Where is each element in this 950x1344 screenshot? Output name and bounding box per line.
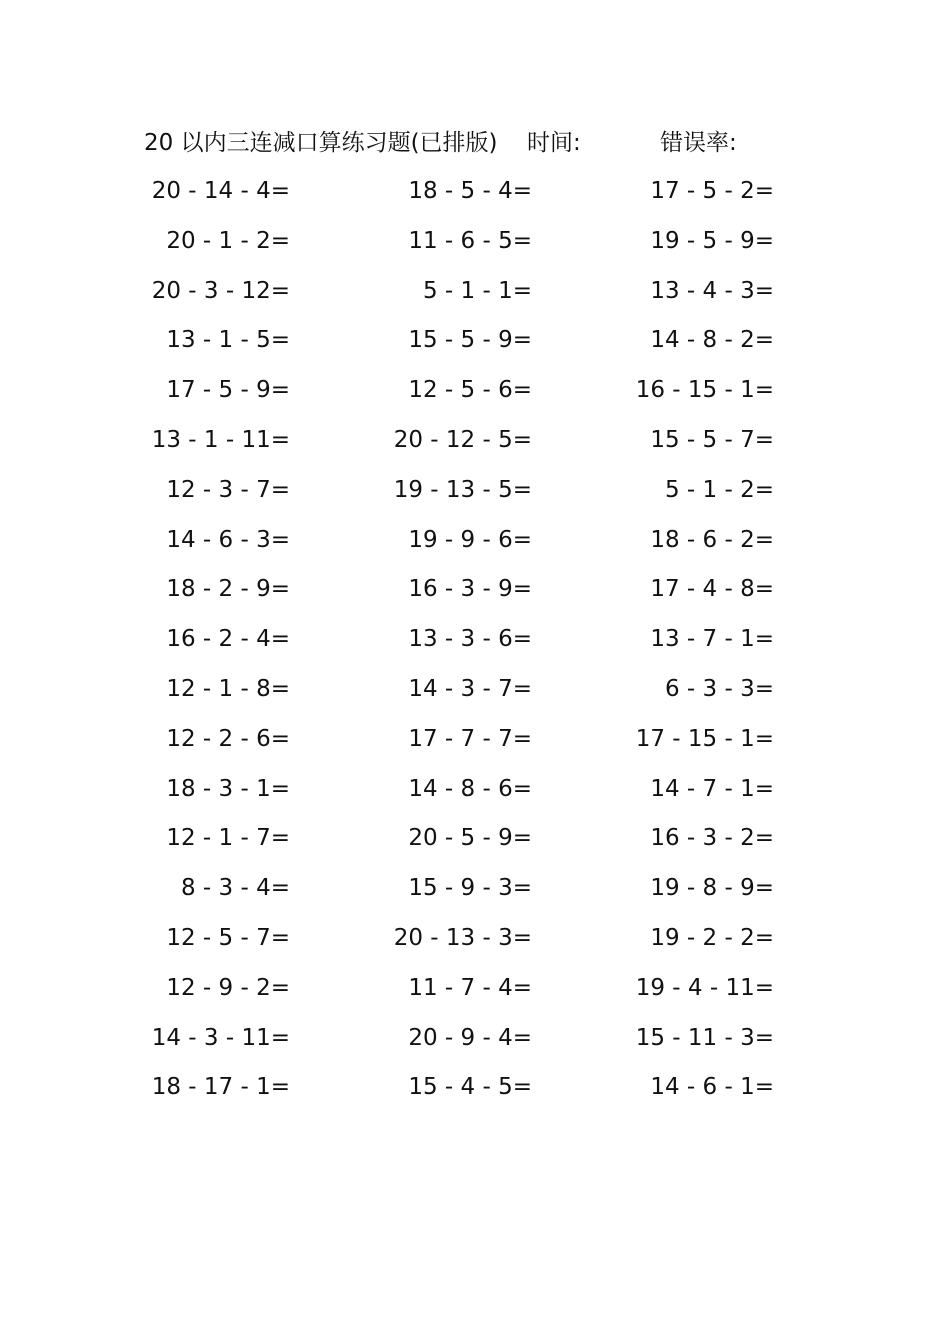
- subtraction-problem: 19 - 9 - 6=: [408, 526, 532, 553]
- problem-row: [0, 865, 950, 915]
- subtraction-problem: 20 - 12 - 5=: [393, 426, 532, 453]
- subtraction-problem: 6 - 3 - 3=: [664, 675, 774, 702]
- subtraction-problem: 20 - 3 - 12=: [151, 277, 290, 304]
- subtraction-problem: 12 - 3 - 7=: [166, 476, 290, 503]
- subtraction-problem: 14 - 8 - 6=: [408, 775, 532, 802]
- problem-row: [0, 168, 950, 218]
- subtraction-problem: 12 - 1 - 8=: [166, 675, 290, 702]
- subtraction-problem: 20 - 1 - 2=: [166, 227, 290, 254]
- problem-row: [0, 815, 950, 865]
- subtraction-problem: 12 - 9 - 2=: [166, 974, 290, 1001]
- problem-row: [0, 915, 950, 965]
- subtraction-problem: 18 - 2 - 9=: [166, 576, 290, 603]
- problem-row: [0, 517, 950, 567]
- subtraction-problem: 18 - 5 - 4=: [408, 178, 532, 204]
- subtraction-problem: 14 - 6 - 3=: [166, 526, 290, 553]
- subtraction-problem: 14 - 3 - 7=: [408, 675, 532, 702]
- problem-row: [0, 1064, 950, 1114]
- subtraction-problem: 15 - 5 - 7=: [650, 426, 774, 453]
- subtraction-problem: 13 - 7 - 1=: [650, 626, 774, 653]
- problem-row: [0, 766, 950, 816]
- problem-row: [0, 1015, 950, 1065]
- subtraction-problem: 19 - 2 - 2=: [650, 924, 774, 951]
- subtraction-problem: 12 - 5 - 7=: [166, 924, 290, 951]
- problem-row: [0, 218, 950, 268]
- subtraction-problem: 15 - 9 - 3=: [408, 875, 532, 902]
- subtraction-problem: 8 - 3 - 4=: [180, 875, 290, 902]
- problem-row: [0, 417, 950, 467]
- subtraction-problem: 14 - 6 - 1=: [650, 1074, 774, 1101]
- problem-row: [0, 666, 950, 716]
- subtraction-problem: 18 - 3 - 1=: [166, 775, 290, 802]
- subtraction-problem: 13 - 4 - 3=: [650, 277, 774, 304]
- subtraction-problem: 20 - 9 - 4=: [408, 1024, 532, 1051]
- subtraction-problem: 12 - 2 - 6=: [166, 725, 290, 752]
- problem-row: [0, 566, 950, 616]
- subtraction-problem: 19 - 4 - 11=: [635, 974, 774, 1001]
- problem-row: [0, 367, 950, 417]
- subtraction-problem: 17 - 5 - 9=: [166, 377, 290, 404]
- subtraction-problem: 20 - 5 - 9=: [408, 825, 532, 852]
- subtraction-problem: 20 - 13 - 3=: [393, 924, 532, 951]
- subtraction-problem: 16 - 3 - 9=: [408, 576, 532, 603]
- subtraction-problem: 16 - 2 - 4=: [166, 626, 290, 653]
- problem-grid: [0, 168, 950, 1114]
- subtraction-problem: 14 - 7 - 1=: [650, 775, 774, 802]
- problem-row: [0, 467, 950, 517]
- subtraction-problem: 5 - 1 - 2=: [664, 476, 774, 503]
- problem-row: [0, 716, 950, 766]
- subtraction-problem: 15 - 11 - 3=: [635, 1024, 774, 1051]
- subtraction-problem: 18 - 6 - 2=: [650, 526, 774, 553]
- problem-row: [0, 965, 950, 1015]
- subtraction-problem: 16 - 15 - 1=: [635, 377, 774, 404]
- problem-row: [0, 268, 950, 318]
- subtraction-problem: 14 - 8 - 2=: [650, 327, 774, 354]
- subtraction-problem: 5 - 1 - 1=: [422, 277, 532, 304]
- problem-row: [0, 616, 950, 666]
- subtraction-problem: 15 - 5 - 9=: [408, 327, 532, 354]
- subtraction-problem: 17 - 7 - 7=: [408, 725, 532, 752]
- subtraction-problem: 19 - 8 - 9=: [650, 875, 774, 902]
- worksheet-header: [0, 126, 950, 160]
- subtraction-problem: 16 - 3 - 2=: [650, 825, 774, 852]
- subtraction-problem: 11 - 7 - 4=: [408, 974, 532, 1001]
- subtraction-problem: 13 - 1 - 11=: [151, 426, 290, 453]
- subtraction-problem: 20 - 14 - 4=: [151, 178, 290, 204]
- subtraction-problem: 15 - 4 - 5=: [408, 1074, 532, 1101]
- subtraction-problem: 17 - 15 - 1=: [635, 725, 774, 752]
- worksheet-title: 20 以内三连减口算练习题(已排版): [144, 130, 498, 156]
- subtraction-problem: 18 - 17 - 1=: [151, 1074, 290, 1101]
- problem-row: [0, 317, 950, 367]
- error-rate-label: 错误率:: [660, 130, 737, 156]
- subtraction-problem: 14 - 3 - 11=: [151, 1024, 290, 1051]
- subtraction-problem: 17 - 4 - 8=: [650, 576, 774, 603]
- subtraction-problem: 13 - 1 - 5=: [166, 327, 290, 354]
- time-label: 时间:: [527, 130, 581, 156]
- subtraction-problem: 19 - 13 - 5=: [393, 476, 532, 503]
- subtraction-problem: 13 - 3 - 6=: [408, 626, 532, 653]
- subtraction-problem: 17 - 5 - 2=: [650, 178, 774, 204]
- subtraction-problem: 19 - 5 - 9=: [650, 227, 774, 254]
- subtraction-problem: 12 - 5 - 6=: [408, 377, 532, 404]
- subtraction-problem: 11 - 6 - 5=: [408, 227, 532, 254]
- subtraction-problem: 12 - 1 - 7=: [166, 825, 290, 852]
